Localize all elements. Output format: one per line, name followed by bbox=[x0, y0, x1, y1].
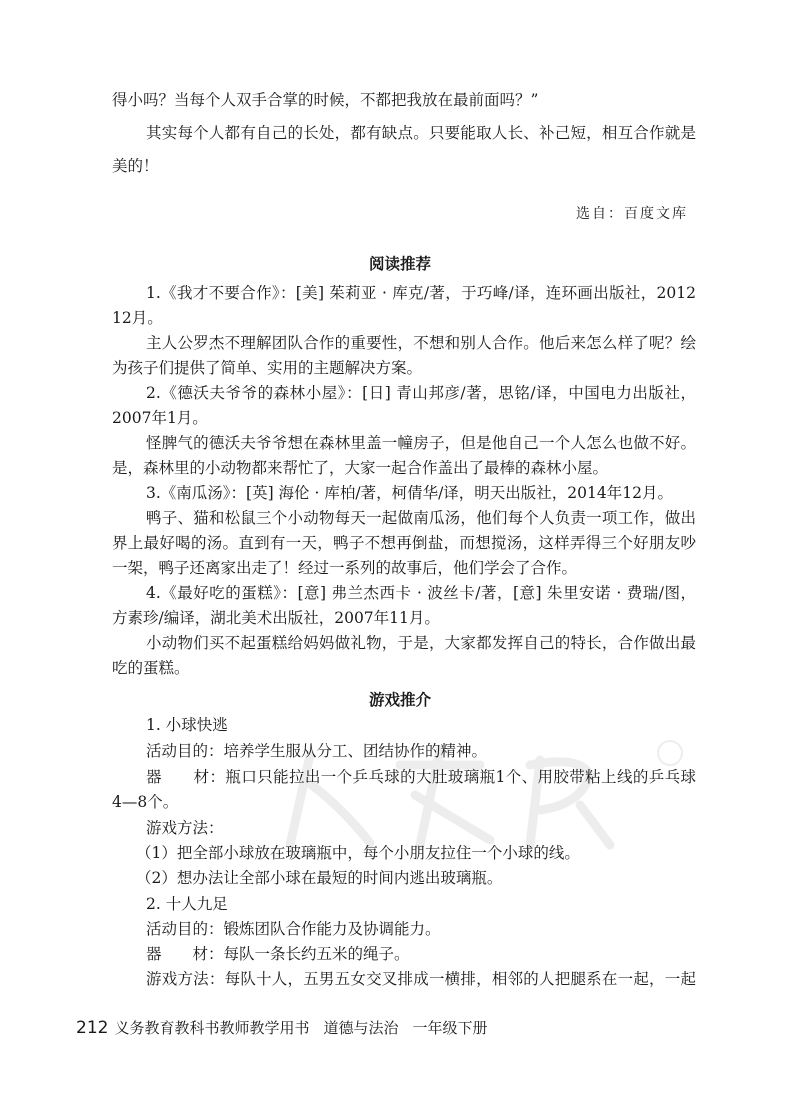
book-entry-description: 小动物们买不起蛋糕给妈妈做礼物，于是，大家都发挥自己的特长，合作做出最 bbox=[146, 634, 696, 652]
book-entry-description: 为孩子们提供了简单、实用的主题解决方案。 bbox=[112, 359, 423, 377]
footer-subject: 道德与法治 bbox=[323, 1019, 399, 1037]
game-goal: 活动目的：锻炼团队合作能力及协调能力。 bbox=[146, 920, 441, 938]
book-entry-title: 1.《我才不要合作》：[美] 茱莉亚 · 库克/著，于巧峰/译，连环画出版社，2012 bbox=[146, 284, 696, 302]
paragraph-line: 得小吗？当每个人双手合掌的时候，不都把我放在最前面吗？” bbox=[112, 91, 539, 109]
book-entry-title: 2.《德沃夫爷爷的森林小屋》：[日] 青山邦彦/著，思铭/译，中国电力出版社， bbox=[146, 384, 696, 402]
game-material: 4—8个。 bbox=[112, 793, 179, 811]
game-step: （2）想办法让全部小球在最短的时间内逃出玻璃瓶。 bbox=[136, 869, 503, 887]
section-heading-reading: 阅读推荐 bbox=[368, 255, 431, 273]
game-material: 器 材：每队一条长约五米的绳子。 bbox=[146, 945, 410, 963]
book-entry-description: 是，森林里的小动物都来帮忙了，大家一起合作盖出了最棒的森林小屋。 bbox=[112, 459, 609, 477]
game-method-label: 游戏方法： bbox=[146, 819, 224, 837]
page-number: 212 bbox=[76, 1018, 109, 1038]
book-entry-title: 2007年1月。 bbox=[112, 409, 208, 427]
game-material: 器 材：瓶口只能拉出一个乒乓球的大肚玻璃瓶1个、用胶带粘上线的乒乓球 bbox=[146, 768, 696, 786]
book-entry-title: 12月。 bbox=[112, 309, 163, 327]
footer-grade: 一年级下册 bbox=[412, 1019, 488, 1037]
game-method: 游戏方法：每队十人，五男五女交叉排成一横排，相邻的人把腿系在一起，一起 bbox=[146, 970, 696, 988]
game-step: （1）把全部小球放在玻璃瓶中，每个小朋友拉住一个小球的线。 bbox=[136, 844, 580, 862]
book-entry-description: 界上最好喝的汤。直到有一天，鸭子不想再倒盐，而想搅汤，这样弄得三个好朋友吵 bbox=[112, 534, 696, 552]
book-entry-title: 4.《最好吃的蛋糕》：[意] 弗兰杰西卡 · 波丝卡/著，[意] 朱里安诺 · 费瑞/图， bbox=[146, 584, 696, 602]
book-entry-description: 主人公罗杰不理解团队合作的重要性，不想和别人合作。他后来怎么样了呢？绘 bbox=[146, 334, 696, 352]
book-entry-description: 怪脾气的德沃夫爷爷想在森林里盖一幢房子，但是他自己一个人怎么也做不好。 bbox=[146, 434, 696, 452]
book-entry-title: 方素珍/编译，湖北美术出版社，2007年11月。 bbox=[112, 609, 440, 627]
game-goal: 活动目的：培养学生服从分工、团结协作的精神。 bbox=[146, 742, 488, 760]
source-citation: 选自：百度文库 bbox=[576, 206, 688, 222]
page-footer bbox=[76, 1017, 488, 1038]
book-entry-description: 吃的蛋糕。 bbox=[112, 659, 190, 677]
game-name: 2. 十人九足 bbox=[146, 895, 228, 913]
section-heading-games: 游戏推介 bbox=[368, 691, 431, 709]
book-entry-title: 3.《南瓜汤》：[英] 海伦 · 库柏/著，柯倩华/译，明天出版社，2014年12月。 bbox=[146, 484, 673, 502]
book-entry-description: 鸭子、猫和松鼠三个小动物每天一起做南瓜汤，他们每个人负责一项工作，做出 bbox=[146, 509, 696, 527]
book-entry-description: 一架，鸭子还离家出走了！经过一系列的故事后，他们学会了合作。 bbox=[112, 559, 578, 577]
game-name: 1. 小球快逃 bbox=[146, 716, 228, 734]
paragraph-line: 其实每个人都有自己的长处，都有缺点。只要能取人长、补己短，相互合作就是 bbox=[146, 124, 696, 142]
paragraph-line: 美的！ bbox=[112, 157, 159, 175]
footer-series: 义务教育教科书教师教学用书 bbox=[114, 1019, 310, 1037]
